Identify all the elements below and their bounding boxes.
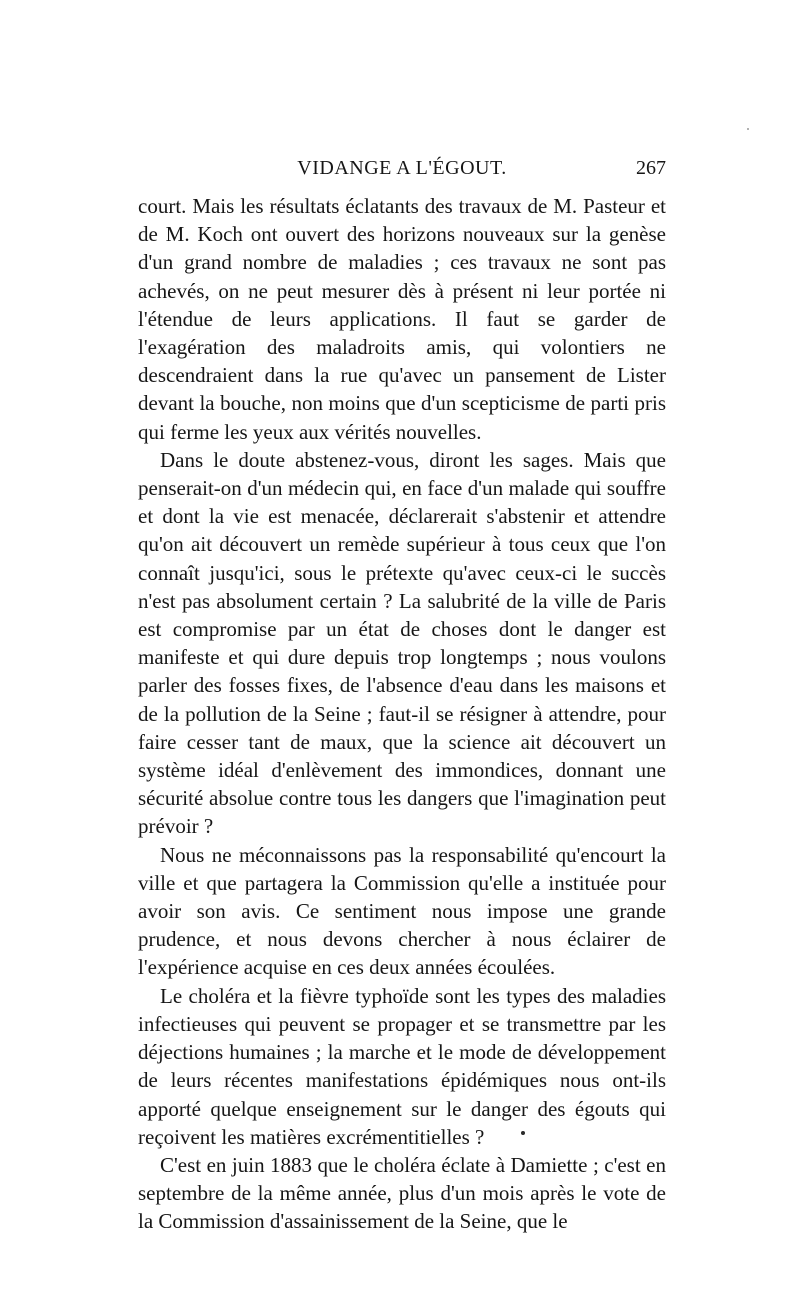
page-header <box>138 157 666 187</box>
paragraph-5: C'est en juin 1883 que le choléra éclate à Damiette ; c'est en septembre de la même année, plus d'un mois après le vote de la Commission d'assainissement de la Seine, que le <box>138 1152 666 1234</box>
paragraph-2: Dans le doute abstenez-vous, diront les sages. Mais que penserait-on d'un médecin qui, en face d'un malade qui souffre et dont la vie est menacée, déclarerait s'abstenir et attendre qu'on ait découvert un remède supérieur à tous ceux que l'on connaît jusqu'ici, sous le prétexte qu'avec ceux-ci le succès n'est pas absolument certain ? La salubrité de la ville de Paris est compromise par un état de choses dont le danger est manifeste et qui dure depuis trop longtemps ; nous voulons parler des fosses fixes, de l'absence d'eau dans les maisons et de la pollution de la Seine ; faut-il se résigner à attendre, pour faire cesser tant de maux, que la science ait découvert un système idéal d'enlèvement des immondices, donnant une sécurité absolue contre tous les dangers que l'imagination peut prévoir ? <box>138 447 666 839</box>
paragraph-4: Le choléra et la fièvre typhoïde sont les types des maladies infectieuses qui peuvent se propager et se transmettre par les déjections humaines ; la marche et le mode de développement de leurs récentes manifestations épidémiques nous ont-ils apporté quelque enseignement sur le danger des égouts qui reçoivent les matières excrémentitielles ? <box>138 983 666 1149</box>
paragraph-1: court. Mais les résultats éclatants des travaux de M. Pasteur et de M. Koch ont ouvert des horizons nouveaux sur la genèse d'un grand nombre de maladies ; ces travaux ne sont pas achevés, on ne peut mesurer dès à présent ni leur portée ni l'étendue de leurs applications. Il faut se garder de l'exagération des maladroits amis, qui volontiers ne descendraient dans la rue qu'avec un pansement de Lister devant la bouche, non moins que d'un scepticisme de parti pris qui ferme les yeux aux vérités nouvelles. <box>138 194 666 444</box>
body-text <box>138 192 666 1236</box>
ink-speck <box>747 128 749 130</box>
paragraph-3: Nous ne méconnaissons pas la responsabilité qu'encourt la ville et que partagera la Commission qu'elle a instituée pour avoir son avis. Ce sentiment nous impose une grande prudence, et nous devons chercher à nous éclairer de l'expérience acquise en ces deux années écoulées. <box>138 842 666 980</box>
running-title: VIDANGE A L'ÉGOUT. <box>297 157 507 179</box>
ink-dot <box>521 1131 525 1135</box>
page-number: 267 <box>636 157 666 179</box>
